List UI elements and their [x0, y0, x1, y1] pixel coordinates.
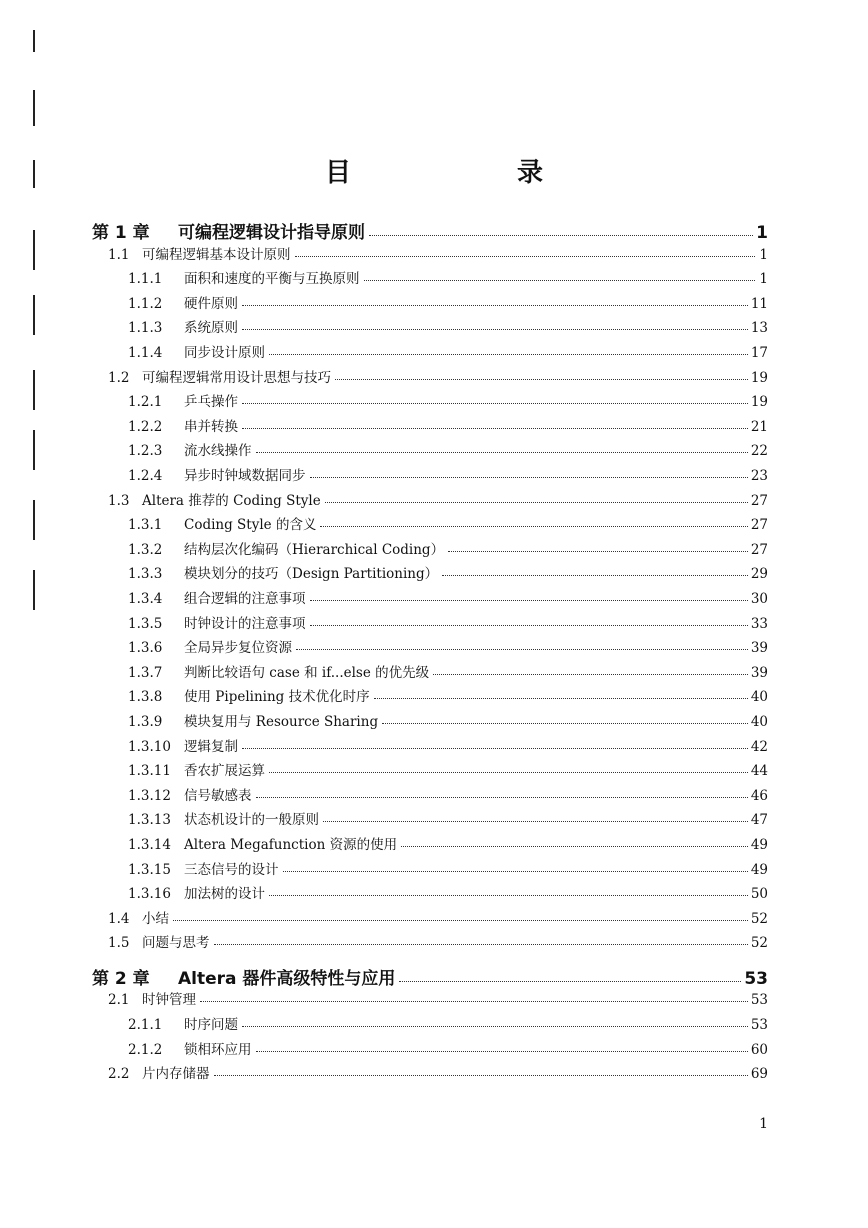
toc-entry-title: 香农扩展运算	[184, 763, 265, 780]
toc-entry-title: 可编程逻辑常用设计思想与技巧	[142, 369, 331, 386]
toc-entry-number: 1.3.16	[128, 886, 171, 903]
toc-entry-number: 1.3	[108, 492, 130, 509]
toc-entry-page: 23	[750, 467, 768, 484]
toc-entry-title: Altera 器件高级特性与应用	[178, 968, 396, 989]
toc-entry[interactable]	[92, 218, 768, 243]
toc-entry-page: 50	[750, 886, 768, 903]
toc-entry-title: 时序问题	[184, 1017, 238, 1033]
toc-entry[interactable]	[128, 390, 768, 410]
toc-entry-title: 小结	[142, 910, 169, 927]
toc-entry-page: 30	[750, 590, 768, 607]
dot-leader	[269, 882, 748, 897]
toc-entry-number: 1.3.10	[128, 738, 171, 755]
toc-entry-number: 1.2.2	[128, 418, 163, 435]
toc-entry-title: 流水线操作	[184, 443, 252, 460]
toc-entry-title: 可编程逻辑基本设计原则	[142, 246, 291, 263]
dot-leader	[374, 685, 748, 700]
toc-entry-number: 2.1.2	[128, 1041, 163, 1058]
toc-entry-number: 1.3.9	[128, 713, 163, 730]
binding-mark	[33, 30, 35, 52]
toc-entry-page: 22	[750, 443, 768, 460]
toc-entry-page: 27	[750, 541, 768, 558]
toc-entry-title: Altera Megafunction 资源的使用	[184, 836, 398, 853]
toc-entry-page: 60	[750, 1041, 768, 1058]
binding-mark	[33, 500, 35, 540]
toc-entry-number: 1.3.13	[128, 812, 171, 829]
toc-entry-page: 53	[744, 968, 768, 989]
toc-entry-page: 1	[759, 246, 768, 263]
dot-leader	[335, 365, 748, 380]
toc-entry-page: 27	[750, 517, 768, 534]
toc-entry-number: 1.3.4	[128, 590, 163, 607]
toc-entry-page: 39	[750, 664, 768, 681]
toc-entry[interactable]	[128, 784, 768, 804]
dot-leader	[242, 390, 748, 405]
dot-leader	[173, 906, 748, 921]
toc-entry[interactable]	[108, 366, 768, 386]
toc-entry-number: 1.2	[108, 369, 130, 386]
dot-leader	[242, 316, 748, 331]
binding-mark	[33, 295, 35, 335]
toc-entry-title: 加法树的设计	[184, 886, 265, 903]
toc-entry[interactable]	[128, 1013, 768, 1033]
toc-entry-number: 1.3.14	[128, 836, 171, 853]
toc-entry[interactable]	[128, 464, 768, 484]
dot-leader	[310, 586, 748, 601]
toc-entry-title: 信号敏感表	[184, 787, 252, 804]
toc-entry[interactable]	[92, 964, 768, 989]
dot-leader	[200, 988, 748, 1003]
toc-entry-number: 1.3.6	[128, 640, 163, 657]
toc-entry-title: 三态信号的设计	[184, 861, 279, 878]
toc-entry-title: 片内存储器	[142, 1066, 210, 1083]
dot-leader	[256, 439, 748, 454]
toc-entry-title: Coding Style 的含义	[184, 517, 317, 534]
binding-mark	[33, 430, 35, 470]
dot-leader	[310, 611, 748, 626]
dot-leader	[448, 537, 748, 552]
dot-leader	[242, 414, 748, 429]
toc-entry[interactable]	[128, 562, 768, 582]
toc-entry-page: 69	[750, 1066, 768, 1083]
toc-entry-number: 1.1	[108, 246, 130, 263]
toc-entry-title: 系统原则	[184, 320, 238, 337]
dot-leader	[325, 488, 748, 503]
toc-entry-title: 模块划分的技巧（Design Partitioning）	[184, 566, 439, 583]
toc-entry-number: 1.1.3	[128, 320, 163, 337]
toc-entry[interactable]	[128, 735, 768, 755]
toc-entry-page: 47	[750, 812, 768, 829]
toc-entry[interactable]	[128, 612, 768, 632]
toc-entry-page: 44	[750, 763, 768, 780]
toc-entry-number: 1.3.12	[128, 787, 171, 804]
dot-leader	[382, 709, 748, 724]
binding-mark	[33, 230, 35, 270]
toc-entry[interactable]	[128, 759, 768, 779]
dot-leader	[433, 660, 748, 675]
dot-leader	[283, 857, 748, 872]
toc-entry-title: 使用 Pipelining 技术优化时序	[184, 689, 370, 706]
dot-leader	[323, 808, 748, 823]
toc-entry-number: 1.3.7	[128, 664, 163, 681]
toc-entry[interactable]	[128, 882, 768, 902]
toc-entry-number: 1.2.3	[128, 443, 163, 460]
toc-entry-title: 判断比较语句 case 和 if...else 的优先级	[184, 664, 430, 681]
toc-entry-page: 1	[759, 271, 768, 288]
toc-entry-page: 29	[750, 566, 768, 583]
toc-entry[interactable]	[128, 439, 768, 459]
dot-leader	[296, 636, 748, 651]
toc-entry[interactable]	[128, 267, 768, 287]
toc-entry-page: 52	[750, 935, 768, 952]
toc-entry-number: 1.2.4	[128, 467, 163, 484]
dot-leader	[269, 759, 748, 774]
toc-entry-page: 19	[750, 369, 768, 386]
toc-entry-number: 第 2 章	[92, 968, 150, 989]
dot-leader	[242, 291, 748, 306]
toc-entry-number: 1.1.4	[128, 344, 163, 361]
dot-leader	[369, 218, 753, 236]
toc-entry[interactable]	[108, 988, 768, 1008]
dot-leader	[269, 340, 748, 355]
toc-entry-page: 27	[750, 492, 768, 509]
toc-entry-page: 53	[750, 992, 768, 1009]
toc-entry-title: 锁相环应用	[184, 1041, 252, 1058]
toc-entry-page: 19	[750, 394, 768, 411]
toc-entry[interactable]	[108, 243, 768, 263]
page-number: 1	[759, 1116, 768, 1132]
toc-entry[interactable]	[128, 513, 768, 533]
toc-entry-page: 42	[750, 738, 768, 755]
toc-entry[interactable]	[128, 808, 768, 828]
toc-entry-number: 2.2	[108, 1066, 130, 1083]
toc-entry[interactable]	[108, 907, 768, 927]
toc-entry-page: 49	[750, 836, 768, 853]
toc-entry[interactable]	[128, 710, 768, 730]
toc-entry-page: 39	[750, 640, 768, 657]
toc-entry-number: 1.3.15	[128, 861, 171, 878]
toc-entry-title: 同步设计原则	[184, 344, 265, 361]
toc-entry[interactable]	[128, 1038, 768, 1058]
toc-entry-title: 串并转换	[184, 418, 238, 435]
dot-leader	[401, 832, 748, 847]
toc-entry-title: 硬件原则	[184, 295, 238, 312]
toc-entry-number: 1.3.11	[128, 763, 171, 780]
toc-entry[interactable]	[108, 931, 768, 951]
binding-mark	[33, 370, 35, 410]
toc-entry-page: 40	[750, 689, 768, 706]
toc-entry-page: 1	[756, 223, 768, 243]
toc-entry-number: 1.5	[108, 935, 130, 952]
toc-entry-title: 结构层次化编码（Hierarchical Coding）	[184, 541, 445, 558]
dot-leader	[256, 783, 748, 798]
toc-entry-number: 1.3.3	[128, 566, 163, 583]
toc-entry[interactable]	[128, 415, 768, 435]
toc-entry-title: 异步时钟域数据同步	[184, 467, 306, 484]
toc-entry-number: 1.3.2	[128, 541, 163, 558]
toc-entry-title: 模块复用与 Resource Sharing	[184, 713, 379, 730]
toc-entry-title: 逻辑复制	[184, 738, 238, 755]
toc-entry-number: 第 1 章	[92, 223, 150, 243]
toc-entry[interactable]	[128, 538, 768, 558]
toc-entry-number: 2.1.1	[128, 1017, 163, 1033]
toc-entry-number: 2.1	[108, 992, 130, 1009]
toc-entry[interactable]	[128, 316, 768, 336]
toc-entry[interactable]	[128, 636, 768, 656]
toc-entry[interactable]	[108, 1062, 768, 1082]
toc-entry-title: 时钟管理	[142, 992, 196, 1009]
toc-entry-title: 可编程逻辑设计指导原则	[178, 223, 365, 243]
toc-entry-title: 乒乓操作	[184, 394, 238, 411]
toc-entry[interactable]	[128, 685, 768, 705]
dot-leader	[320, 513, 747, 528]
toc-entry-number: 1.3.5	[128, 615, 163, 632]
toc-entry[interactable]	[108, 489, 768, 509]
binding-mark	[33, 90, 35, 126]
dot-leader	[295, 242, 756, 257]
dot-leader	[310, 463, 748, 478]
dot-leader	[256, 1037, 748, 1052]
toc-entry[interactable]	[128, 833, 768, 853]
toc-entry[interactable]	[128, 292, 768, 312]
dot-leader	[442, 562, 748, 577]
toc-entry-number: 1.3.8	[128, 689, 163, 706]
dot-leader	[399, 964, 741, 982]
toc-entry-title: Altera 推荐的 Coding Style	[142, 492, 321, 509]
toc-entry-number: 1.1.2	[128, 295, 163, 312]
toc-entry-page: 17	[750, 344, 768, 361]
dot-leader	[214, 1062, 748, 1077]
toc-entry[interactable]	[128, 858, 768, 878]
toc-entry-page: 46	[750, 787, 768, 804]
toc-entry-title: 组合逻辑的注意事项	[184, 590, 306, 607]
toc-entry-number: 1.4	[108, 910, 130, 927]
toc-entry-title: 全局异步复位资源	[184, 640, 292, 657]
binding-mark	[33, 570, 35, 610]
toc-entry-page: 33	[750, 615, 768, 632]
toc-entry[interactable]	[128, 661, 768, 681]
toc-entry-title: 状态机设计的一般原则	[184, 812, 319, 829]
toc-entry[interactable]	[128, 341, 768, 361]
dot-leader	[242, 1013, 748, 1028]
dot-leader	[214, 931, 748, 946]
toc-entry[interactable]	[128, 587, 768, 607]
toc-entry-page: 49	[750, 861, 768, 878]
page-title: 目 录	[324, 158, 613, 188]
toc-entry-title: 面积和速度的平衡与互换原则	[184, 271, 360, 288]
toc-entry-title: 时钟设计的注意事项	[184, 615, 306, 632]
toc-entry-page: 40	[750, 713, 768, 730]
toc-entry-title: 问题与思考	[142, 935, 210, 952]
toc-entry-number: 1.2.1	[128, 394, 163, 411]
toc-entry-page: 53	[750, 1017, 768, 1033]
toc-entry-number: 1.3.1	[128, 517, 163, 534]
toc-entry-page: 21	[750, 418, 768, 435]
toc-entry-number: 1.1.1	[128, 271, 163, 288]
dot-leader	[242, 734, 748, 749]
toc-entry-page: 11	[750, 295, 768, 312]
dot-leader	[364, 267, 756, 282]
toc-entry-page: 13	[750, 320, 768, 337]
toc-entry-page: 52	[750, 910, 768, 927]
